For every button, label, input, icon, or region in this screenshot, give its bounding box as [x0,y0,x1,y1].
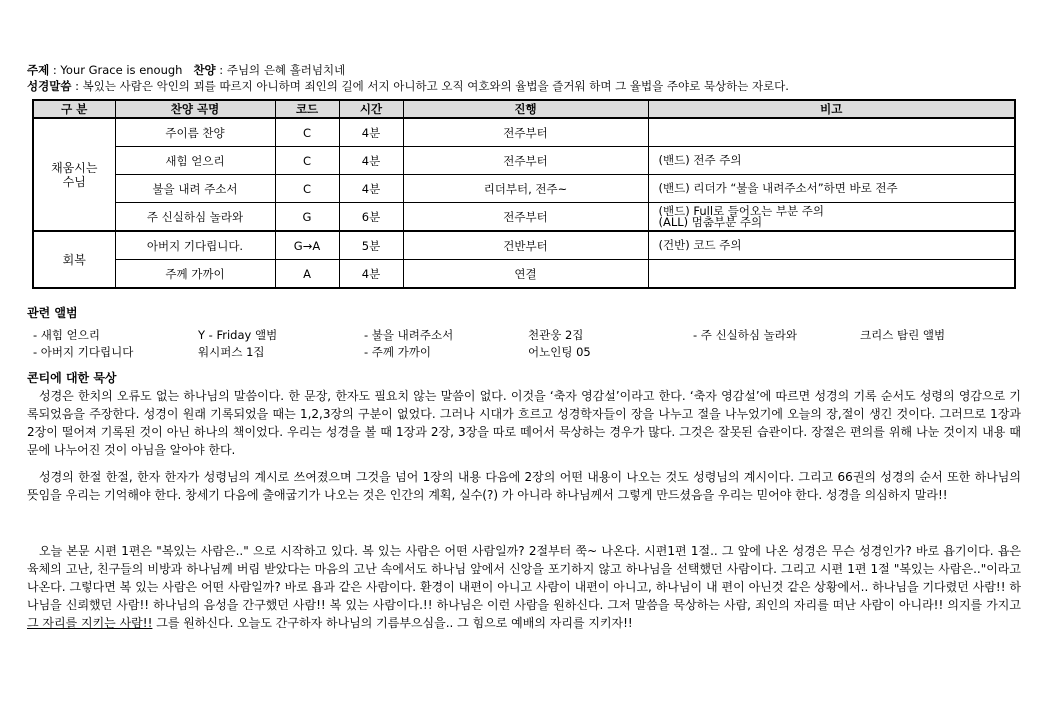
worship-table [32,99,1016,289]
verse-value: : 복있는 사람은 악인의 꾀를 따르지 아니하며 죄인의 길에 서지 아니하고 오직 여호와의 율법을 즐거워 하며 그 율법을 주야로 묵상하는 자로다. [71,79,789,93]
code-cell: G [275,203,339,232]
progress-cell: 전주부터 [403,118,648,147]
code-cell: C [275,147,339,175]
header-category: 구 분 [33,100,115,118]
note-cell [648,118,1015,147]
table-row [33,231,1015,260]
theme-line [27,63,345,78]
album-name: 천관웅 2집 [528,328,584,342]
time-cell: 4분 [339,147,403,175]
album-song: - 아버지 기다립니다 [33,345,134,359]
paragraph-3-text: 오늘 본문 시편 1편은 "복있는 사람은.." 으로 시작하고 있다. 복 있는 사람은 어떤 사람일까? 2절부터 쭉~ 나온다. 시편1편 1절.. 그 앞에 나온 성경은 무슨 성경인가? 바로 욥기이다. 욥은 육체의 고난, 친구들의 비방과 하나님께 버림 받았다는 마음의 고난 속에서도 하나님 앞에서 신앙을 포기하지 않고 하나님을 선택했던 사람이다. 그리고 시편 1편 1절 "복있는 사람은.."이라고 나온다. 그렇다면 복 있는 사람은 어떤 사람일까? 바로 욥과 같은 사람이다. 환경이 내편이 아니고 사람이 내편이 아니고, 하나님이 내 편이 아닌것 같은 상황에서.. 하나님을 기다렸던 사람!! 하나님을 신뢰했던 사람!! 하나님의 음성을 간구했던 사람!! 복 있는 사람이다.!! 하나님은 이런 사람을 원하신다. 그저 말씀을 묵상하는 사람, 죄인의 자리를 떠난 사람이 아니라!! 의지를 가지고 [27,544,1021,612]
hymn-value: : 주님의 은혜 흘러넘치네 [215,63,346,77]
verse-line [27,79,789,94]
paragraph-3-end: 그를 원하신다. 오늘도 간구하자 하나님의 기름부으심을.. 그 힘으로 예배의 자리를 지키자!! [152,616,633,630]
album-name: 워시퍼스 1집 [198,345,265,359]
table-row [33,260,1015,289]
progress-cell: 연결 [403,260,648,289]
verse-label: 성경말씀 [27,79,72,93]
group-label [33,118,115,231]
song-cell: 주이름 찬양 [115,118,275,147]
album-song: - 주께 가까이 [364,345,432,359]
song-cell: 불을 내려 주소서 [115,175,275,203]
table-row [33,175,1015,203]
header-progress: 진행 [403,100,648,118]
time-cell: 4분 [339,118,403,147]
meditation-paragraph-3 [27,542,1021,632]
time-cell: 6분 [339,203,403,232]
header-code: 코드 [275,100,339,118]
code-cell: A [275,260,339,289]
song-cell: 주께 가까이 [115,260,275,289]
theme-label: 주제 [27,63,50,77]
table-row [33,147,1015,175]
meditation-paragraph-1: 성경은 한치의 오류도 없는 하나님의 말씀이다. 한 문장, 한자도 필요치 않는 말씀이 없다. 이것을 ‘축자 영감설’이라고 한다. ‘축자 영감설’에 따르면 성경의 기록 순서도 성령의 영감으로 기록되었음을 주장한다. 성경이 원래 기록되었을 때는 1,2,3장의 구분이 없었다. 그러나 시대가 흐르고 성경학자들이 장을 나누고 절을 나누었기에 오늘의 장,절이 생긴 것이다. 그러므로 1장과 2장이 떨어져 기록된 것이 아닌 하나의 책이었다. 우리는 성경을 볼 때 1장과 2장, 3장을 따로 떼어서 묵상하는 경우가 많다. 그것은 잘못된 습관이다. 장절은 편의를 위해 나눈 것이지 내용 때문에 나누어진 것이 아님을 알아야 한다. [27,389,1021,457]
header-note: 비고 [648,100,1015,118]
song-cell: 아버지 기다립니다. [115,231,275,260]
meditation-paragraph-2: 성경의 한절 한절, 한자 한자가 성령님의 계시로 쓰여졌으며 그것을 넘어 1장의 내용 다음에 2장의 어떤 내용이 나오는 것도 성령님의 계시이다. 그리고 66권의 성경의 순서 또한 하나님의 뜻임을 우리는 기억해야 한다. 창세기 다음에 출애굽기가 나오는 것은 인간의 계획, 실수(?) 가 아니라 하나님께서 그렇게 만드셨음을 우리는 믿어야 한다. 성경을 의심하지 말라!! [27,470,1021,502]
note-cell [648,260,1015,289]
note-cell: (건반) 코드 주의 [648,231,1015,260]
album-song: - 주 신실하심 놀라와 [693,328,797,342]
album-name: 어노인팅 05 [528,345,591,359]
table-header-row [33,100,1015,118]
album-name: 크리스 탐린 앨범 [860,328,946,342]
song-cell: 주 신실하심 놀라와 [115,203,275,232]
time-cell: 4분 [339,260,403,289]
group-label: 회복 [33,231,115,288]
note-cell: (밴드) Full로 들어오는 부분 주의 (ALL) 멈춤부분 주의 [648,203,1015,232]
song-cell: 새힘 얻으리 [115,147,275,175]
album-name: Y - Friday 앨범 [198,328,278,342]
header-time: 시간 [339,100,403,118]
note-cell: (밴드) 전주 주의 [648,147,1015,175]
table-row [33,203,1015,232]
code-cell: C [275,118,339,147]
group-label-text: 채움시는 수님 [51,160,98,189]
paragraph-3-underlined: 그 자리를 지키는 사람!! [27,616,153,630]
progress-cell: 리더부터, 전주~ [403,175,648,203]
progress-cell: 건반부터 [403,231,648,260]
header-song: 찬양 곡명 [115,100,275,118]
album-song: - 불을 내려주소서 [364,328,454,342]
progress-cell: 전주부터 [403,147,648,175]
meditation-title: 콘티에 대한 묵상 [27,371,117,385]
progress-cell: 전주부터 [403,203,648,232]
albums-title: 관련 앨범 [27,306,78,320]
theme-value: : Your Grace is enough [49,63,183,77]
time-cell: 4분 [339,175,403,203]
table-row [33,118,1015,147]
time-cell: 5분 [339,231,403,260]
code-cell: C [275,175,339,203]
note-cell: (밴드) 리더가 “불을 내려주소서”하면 바로 전주 [648,175,1015,203]
code-cell: G→A [275,231,339,260]
hymn-label: 찬양 [193,63,216,77]
album-song: - 새힘 얻으리 [33,328,101,342]
